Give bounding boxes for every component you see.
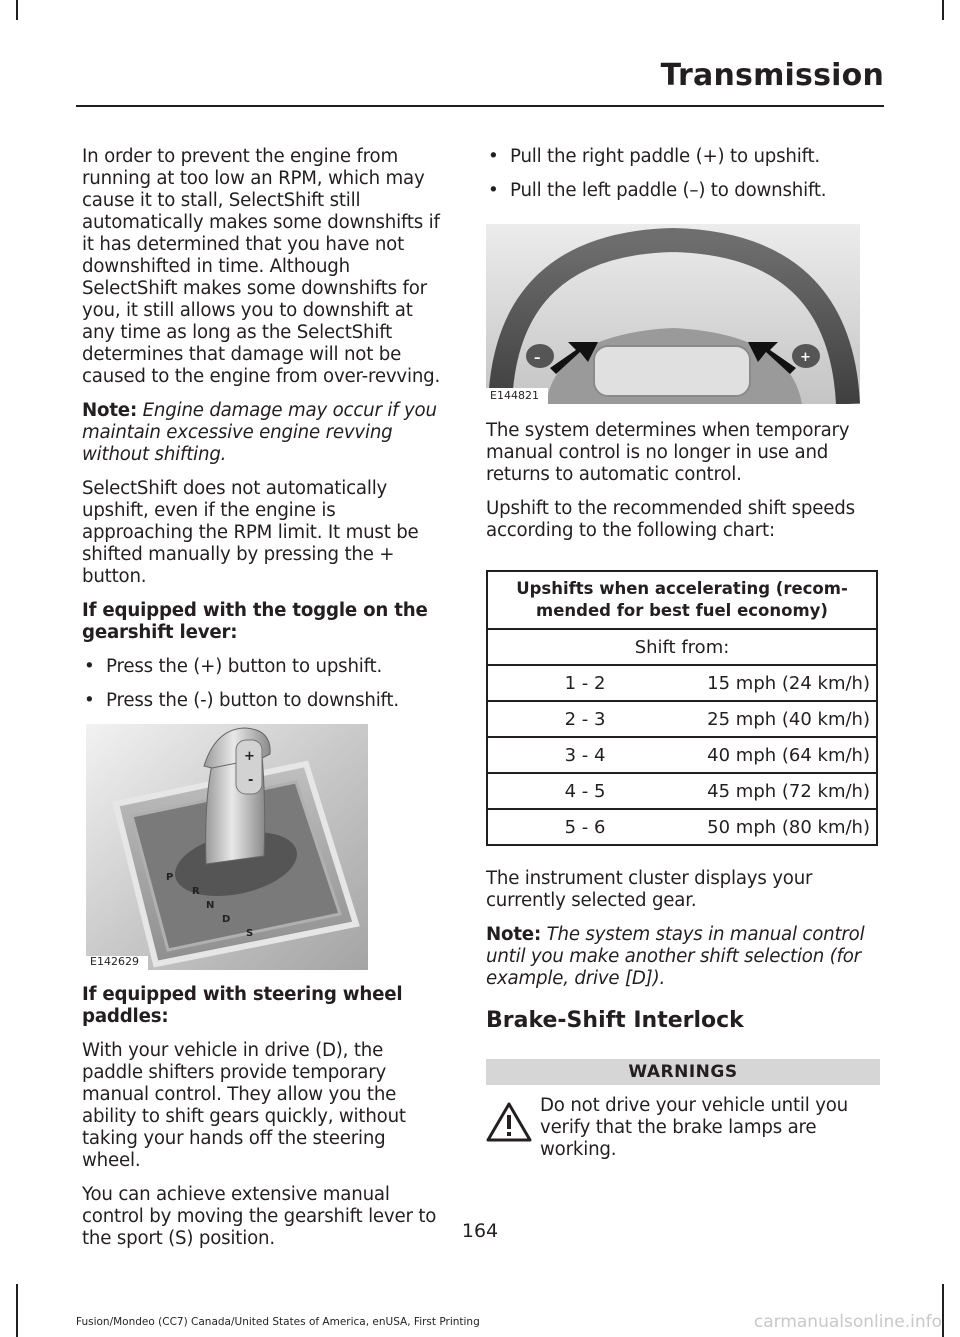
gear-letter: N — [206, 900, 215, 911]
table-row: 5 - 6 50 mph (80 km/h) — [487, 809, 877, 845]
subheading: If equipped with the toggle on the gearshift lever: — [82, 600, 428, 643]
note — [486, 924, 880, 990]
warning — [486, 1095, 880, 1161]
warning-text: Do not drive your vehicle until you verify that the brake lamps are working. — [540, 1095, 849, 1160]
warnings-header: WARNINGS — [486, 1059, 880, 1085]
gear-letter: S — [246, 928, 254, 939]
table-row: 4 - 5 45 mph (72 km/h) — [487, 773, 877, 809]
watermark: carmanualsonline.info — [753, 1312, 942, 1332]
steering-wheel-illustration — [486, 224, 860, 404]
shift-speed-table — [486, 570, 878, 846]
page-title: Transmission — [660, 58, 884, 93]
edition-footer: Fusion/Mondeo (CC7) Canada/United States of America, enUSA, First Printing — [76, 1316, 480, 1328]
note-label: Note: — [486, 924, 542, 945]
gearshift-illustration — [86, 724, 368, 970]
paragraph: Upshift to the recommended shift speeds according to the following chart: — [486, 498, 855, 541]
right-column — [486, 146, 880, 1161]
section-title: Brake-Shift Interlock — [486, 1008, 744, 1033]
gear-letter: P — [166, 872, 174, 883]
paragraph: You can achieve extensive manual control by moving the gearshift lever to the sport (S) position. — [82, 1184, 437, 1249]
paragraph: SelectShift does not automatically upshift, even if the engine is approaching the RPM limit. It must be shifted manually by pressing the + button. — [82, 478, 419, 587]
upshift-toggle-symbol: + — [244, 749, 255, 764]
crop-mark — [942, 0, 944, 20]
downshift-paddle-symbol: – — [534, 351, 541, 366]
gearshift-drawing — [86, 724, 368, 970]
crop-mark — [16, 1284, 18, 1337]
page-number: 164 — [461, 1220, 499, 1242]
paragraph: The instrument cluster displays your currently selected gear. — [486, 868, 813, 911]
list-item: • Pull the left paddle (–) to downshift. — [488, 180, 827, 201]
crop-mark — [942, 1284, 944, 1337]
note — [82, 400, 448, 466]
left-column — [82, 146, 448, 1262]
table-row: 3 - 4 40 mph (64 km/h) — [487, 737, 877, 773]
list-item: • Press the (-) button to downshift. — [84, 690, 399, 711]
paragraph: With your vehicle in drive (D), the paddle shifters provide temporary manual control. They allow you the ability to shift gears quickly, without taking your hands off the steering wheel. — [82, 1040, 406, 1171]
subheading: If equipped with steering wheel paddles: — [82, 984, 403, 1027]
paragraph: In order to prevent the engine from running at too low an RPM, which may cause it to stall, SelectShift still automatically makes some downshifts if it has determined that you have not downshifted in time. Although SelectShift makes some downshifts for you, it still allows you to downshift at any time as long as the SelectShift determines that damage will not be caused to the engine from over-revving. — [82, 146, 441, 387]
header-rule — [76, 105, 884, 107]
note-text: The system stays in manual control until you make another shift selection (for example, drive [D]). — [486, 924, 865, 989]
paragraph: The system determines when temporary manual control is no longer in use and returns to automatic control. — [486, 420, 850, 485]
figure-id: E144821 — [490, 389, 539, 402]
list-item: • Press the (+) button to upshift. — [84, 656, 383, 677]
steering-wheel-drawing — [486, 224, 860, 404]
crop-mark — [16, 0, 18, 20]
table-title: Upshifts when accelerating (recom-mended for best fuel economy) — [487, 571, 877, 629]
gear-letter: D — [222, 914, 231, 925]
list-item: • Pull the right paddle (+) to upshift. — [488, 146, 820, 167]
note-label: Note: — [82, 400, 138, 421]
downshift-toggle-symbol: - — [248, 773, 254, 788]
table-row: 1 - 2 15 mph (24 km/h) — [487, 665, 877, 701]
table-subheader: Shift from: — [487, 629, 877, 665]
table-row: 2 - 3 25 mph (40 km/h) — [487, 701, 877, 737]
note-text: Engine damage may occur if you maintain excessive engine revving without shifting. — [82, 400, 437, 465]
figure-id: E142629 — [90, 955, 139, 968]
upshift-paddle-symbol: + — [800, 350, 811, 365]
warning-triangle-icon — [486, 1101, 532, 1143]
gear-letter: R — [192, 886, 200, 897]
